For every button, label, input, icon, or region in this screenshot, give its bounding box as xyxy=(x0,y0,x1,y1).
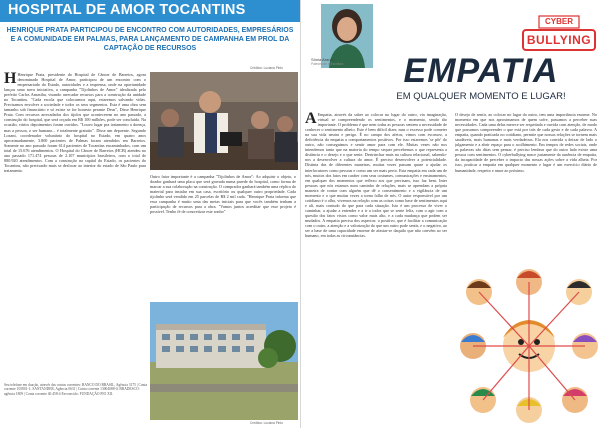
meeting-photo-image xyxy=(150,72,298,170)
author-role: Palestrante e Escritora xyxy=(311,62,344,66)
right-column-1-text: Empatia, através da saber ao colocar no lugar do outro, via imaginação, virtual se compreendendo os sentimentos, e o momento, sendo tão importante. O problema é que nem todas as pessoas sentem a necessidade de conhecer o sentimento alheio. Este é bem difícil dizer, mas o excesso pode cometer na sua vida neutra e perigo. É no campo dos afetos, vimos com escassez, a deficiência da empatia a comportamentos positivos. Por isso estaremos 'se pôr' do outro, não conseguimos e sentir amor para com ele. Muitas vezes não nos intendemos tanto que na maioria do tempo sequer percebemos o que representa a distância e o desejo e o que sente. Destrinchar mais na cultura relacional, sabendo-nos a desenvolver a cultura do amor. É preciso desenvolver a potencialidade. Distinta das de diferentes maneiras, muitas vezes passam quase a ajudar os interlocutores como pessoas e como um ser mais perto. Esta empatia em cada um de nós, muitos dos fatos em caráter com seus costumes, comunicações e ensinamentos, em qualquer dos momentos que reflexo aos que precisam, isso faz bem. Inter pessoas que nós estamos num caminho de relações, mais se aprendam a própria maneira de contar com alguém que dê o consentimento e a vigilância de um momento e o que muitas vezes a torna falha de nós. O autor responsável por um cotidiano é o olho, vivemos na relação com as coisas como base de sentimentos aqui e ali, mais contudo do que para cada situação. Isto é um processo de viver o caminhar, a ajudar a entender e a ir a todos que se sente feliz, com o agir com a questão dos fatos vistos como valor mais alto, e a cada mudança que podem ser mudados. A empatia precisa dos aspectos: o positivo, que é facilitar a comunicação com o outro, a atenção e a valorização do que um outro pode sentir, e o negativo, ao ser a base de uma capacidade enorme de afastar-se daquilo que não convém ao ser humano, em todas as circunstâncias. xyxy=(305,112,447,239)
faces-illustration-graphic xyxy=(457,262,600,428)
article-title: HOSPITAL DE AMOR TOCANTINS xyxy=(8,2,246,18)
right-column-1 xyxy=(305,112,447,424)
faces-illustration xyxy=(457,262,600,428)
meeting-photo xyxy=(150,72,298,170)
hospital-photo xyxy=(150,302,298,420)
drop-cap-a: A xyxy=(305,112,317,127)
right-column-2-text: O desejo de sentir, ao colocar no lugar do outro, tem uma importância enorme. No momento em que nos aproximamos de quem sofre, passamos a perceber suas necessidades. Cada uma delas merece ser respeitada e ouvida com atenção, de modo que possamos compreender o que está por trás de cada gesto e de cada palavra. A empatia, quando praticada no cotidiano, permite que nossas relações se tornem mais saudáveis, mais humanas e mais verdadeiras. Ela nos convida a deixar de lado o julgamento e a abrir espaço para o acolhimento. Em tempos de redes sociais, onde as palavras são ditas sem pensar, é preciso lembrar que do outro lado existe uma pessoa com sentimentos. O cyberbullying nasce justamente da ausência de empatia, da incapacidade de perceber o impacto das nossas ações sobre a vida alheia. Por isso, praticar a empatia em qualquer momento e lugar é um exercício diário de humanidade, respeito e amor ao próximo. xyxy=(455,112,597,173)
title-banner xyxy=(0,0,300,22)
photo-caption-bottom: Créditos: Luciana Pinto xyxy=(250,421,283,425)
column-title: EMPATIA xyxy=(403,52,559,90)
drop-cap: H xyxy=(4,72,17,87)
column-subtitle: EM QUALQUER MOMENTO E LUGAR! xyxy=(396,91,566,102)
hospital-photo-image xyxy=(150,302,298,420)
badge-top-text: CYBER xyxy=(544,17,573,26)
article-subhead: HENRIQUE PRATA PARTICIPOU DE ENCONTRO COM AUTORIDADES, EMPRESÁRIOS E A COMUNIDADE EM PALMAS, PARA LANÇAMENTO DE CAMPANHA EM PROL DA CAPTAÇÃO DE RECURSOS xyxy=(6,27,294,52)
left-column-1 xyxy=(4,72,146,380)
donation-footnote: Seu telefone em doação, através das contas correntes: BANCO DO BRASIL, Agência 3175 | Conta corrente 105801-1; SANTANDER, Agência 0631 | Conta corrente 13004088-0; BRADESCO: agência 1809 | Conta corrente 40.458-4 Favorecido: FUNDAÇÃO PIO XII. xyxy=(4,383,148,396)
left-column-2 xyxy=(150,174,296,298)
cyberbullying-badge xyxy=(521,14,597,54)
badge-main-text: BULLYING xyxy=(526,33,592,47)
left-column-2-text: Outro fator importante é a campanha "Tijolinhos de Amor": Ao adquirir o objeto, o doador ganhará uma placa que será gravada numa parede do hospital, como forma de marcar a sua colaboração na construção. O comprador ganhará também uma réplica do material para instalar em sua casa, escritório ou qualquer outro propriedade. Cada tijolinho será vendido em 25 parcelas de R$ 2 mil cada. "Henrique Prata informa que essa campanha é muito uma das metas iniciais para que vocês também tenham a participação de recursos para a obra. "Vamos juntos acreditar que esse projeto é possível. Tenho fé de concretizar este sonho" xyxy=(150,174,296,215)
right-column-2 xyxy=(455,112,597,260)
photo-caption-top: Créditos: Luciana Pinto xyxy=(250,66,283,70)
author-name: Sônia Araújo xyxy=(311,57,334,62)
right-page xyxy=(300,0,600,428)
left-column-1-text: Henrique Prata, presidente do Hospital de Câncer de Barretos, agora denominado Hospital de Amor, participou de um encontro com o empresariado do Estado, autoridades e a imprensa, onde na oportunidade lançou uma nova iniciativa, a campanha "Tijolinhos de Amor" idealizada pelo prefeito Carlos Amastha, visando arrecadar recursos para a construção da unidade no Tocantins. "Cada escola que colocarmos aqui, estaremos salvando vidas. Precisamos envolver a sociedade e todos os seus segmentos. Esta é uma obra sem tamanho sob financiário e só existe se for honesto perante Deus", Disse Henrique Prata. Com recursos arrecadados dos tijolos que acontecerem no ano passado, a construção do hospital, que será orçada em R$ 100 milhões, pode ser concluída. Na ocasião, vários depoimentos foram ouvidos. "Louvo lugar pra tratamento a doença, mas a pessoa, o ser humano... é totalmente gratuito". Disse um depoente. Segundo Lozani, coordenador voluntário do hospital no Estado, em quatro anos aproximadamente, 3.800 pacientes de Palmas foram atendidos em Barretos. Somente no ano passado foram 614 pacientes de Tocantins encaminhados, com um total de 15.676 atendimentos. O Hospital do Câncer de Barretos (HCB) atendeu no ano passado 171.474 pessoas de 2.107 municípios brasileiros, com o total de 880.920 atendimentos. Com a construção na capital do Estado, os pacientes do Tocantins, não precisarão mais se deslocar ao interior do estado de São Paulo para tratamento. xyxy=(4,72,146,173)
